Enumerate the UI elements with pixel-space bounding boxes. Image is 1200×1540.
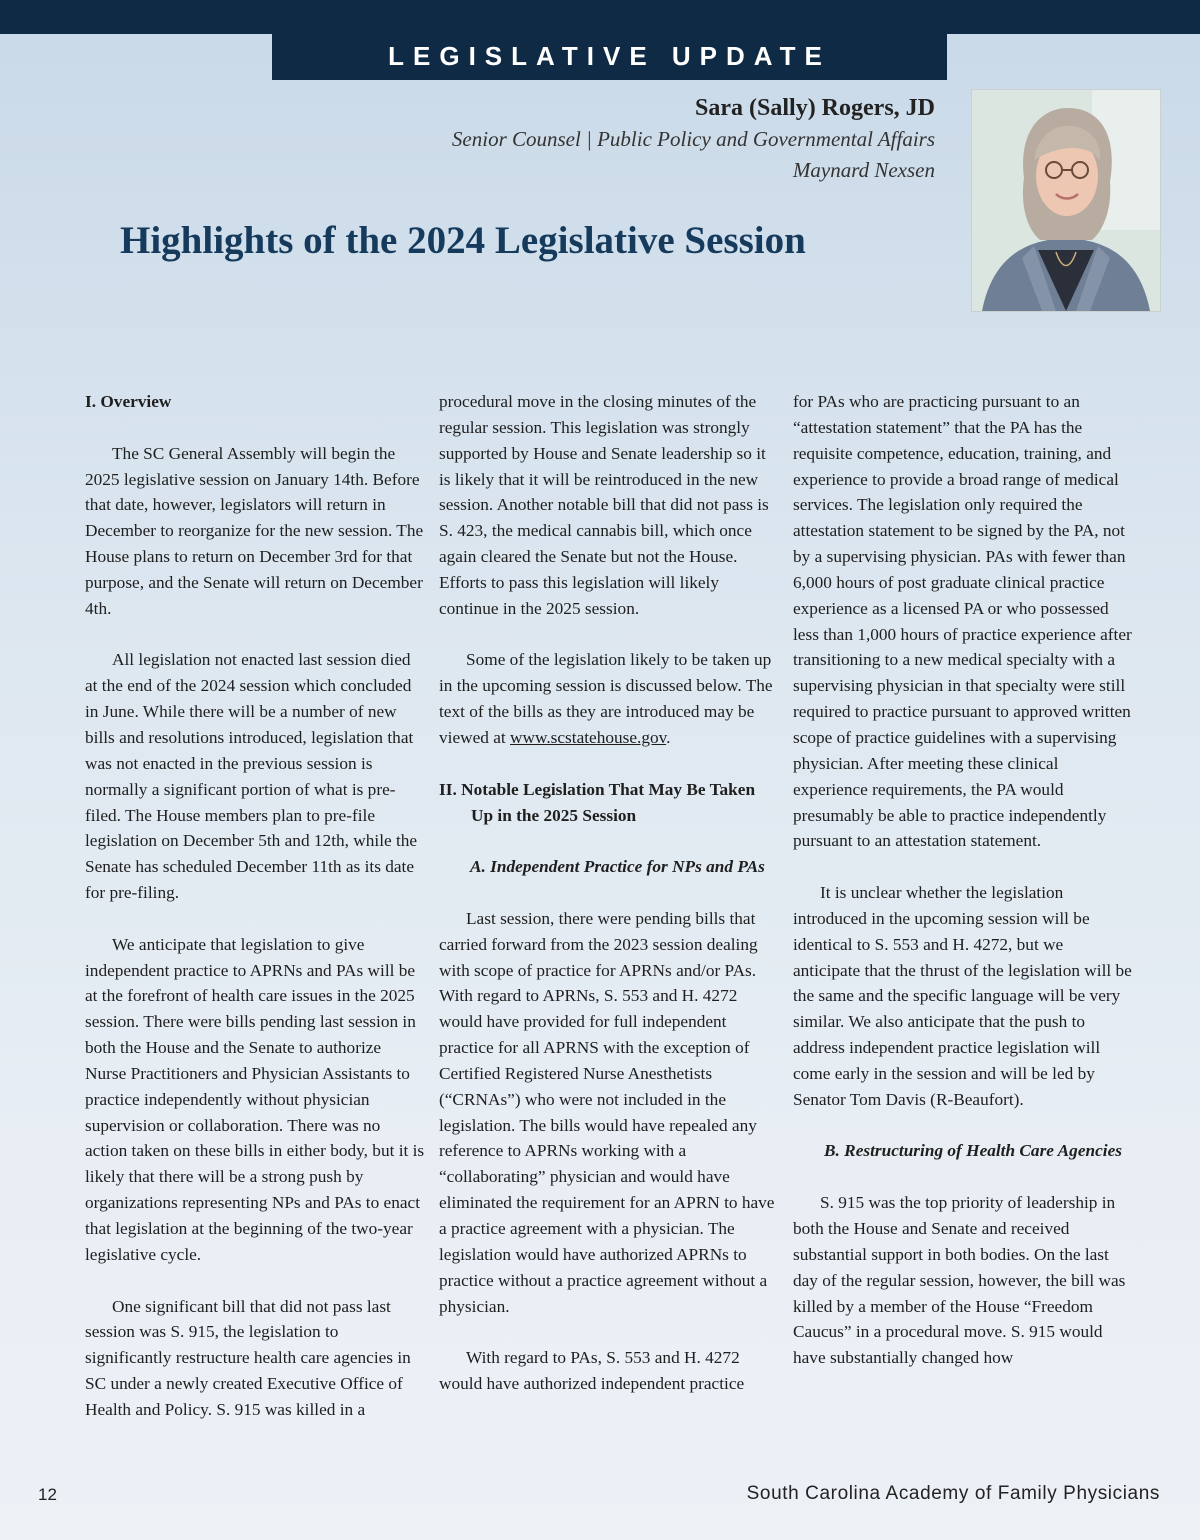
article-column-2: [439, 389, 779, 1397]
paragraph: S. 915 was the top priority of leadership in both the House and Senate and received substantial support in both bodies. On the last day of the regular session, however, the bill was killed by a member of the House “Freedom Caucus” in a procedural move. S. 915 would have substantially changed how: [793, 1193, 1126, 1368]
heading-restructuring: B. Restructuring of Health Care Agencies: [824, 1141, 1122, 1161]
paragraph: One significant bill that did not pass last session was S. 915, the legislation to significantly restructure health care agencies in SC under a newly created Executive Office of Health and Policy. S. 915 was killed in a: [85, 1296, 411, 1419]
top-bar: [0, 0, 1200, 34]
portrait-image: [972, 90, 1160, 311]
paragraph: We anticipate that legislation to give independent practice to APRNs and PAs will be at the forefront of health care issues in the 2025 session. There were bills pending last session in both the House and the Senate to authorize Nurse Practitioners and Physician Assistants to practice independently without physician supervision or collaboration. There was no action taken on these bills in either body, but it is likely that there will be a strong push by organizations representing NPs and PAs to enact that legislation at the beginning of the two-year legislative cycle.: [85, 934, 425, 1264]
article-column-1: [85, 389, 425, 1423]
statehouse-link[interactable]: www.scstatehouse.gov: [510, 727, 667, 747]
heading-independent-practice: A. Independent Practice for NPs and PAs: [470, 857, 765, 877]
article-column-3: [793, 389, 1133, 1371]
author-title: Senior Counsel | Public Policy and Governmental Affairs: [451, 127, 935, 151]
author-firm: Maynard Nexsen: [792, 158, 935, 182]
page-number: 12: [38, 1485, 57, 1504]
paragraph-end: .: [666, 727, 671, 747]
author-photo: [971, 89, 1161, 312]
heading-notable-legislation: II. Notable Legislation That May Be Taken Up in the 2025 Session: [439, 779, 756, 825]
section-banner: LEGISLATIVE UPDATE: [272, 34, 947, 80]
author-block: [452, 92, 935, 186]
paragraph-text: Some of the legislation likely to be taken up in the upcoming session is discussed below. The text of the bills as they are introduced may be viewed at: [439, 650, 773, 747]
paragraph: for PAs who are practicing pursuant to an “attestation statement” that the PA has the requisite competence, education, training, and experience to provide a broad range of medical services. The legislation only required the attestation statement to be signed by the PA, not by a supervising physician. PAs with fewer than 6,000 hours of post graduate clinical practice experience as a licensed PA or who possessed less than 1,000 hours of practice experience after transitioning to a new medical specialty with a supervising physician in that specialty were still required to practice pursuant to approved written scope of practice guidelines with a supervising physician. After meeting these clinical experience requirements, the PA would presumably be able to practice independently pursuant to an attestation statement.: [793, 392, 1132, 851]
paragraph: With regard to PAs, S. 553 and H. 4272 would have authorized independent practice: [439, 1348, 745, 1394]
author-name: Sara (Sally) Rogers, JD: [695, 95, 935, 121]
paragraph: procedural move in the closing minutes of the regular session. This legislation was strongly supported by House and Senate leadership so it is likely that it will be reintroduced in the new session. Another notable bill that did not pass is S. 423, the medical cannabis bill, which once again cleared the Senate but not the House. Efforts to pass this legislation will likely continue in the 2025 session.: [439, 392, 769, 618]
paragraph: The SC General Assembly will begin the 2025 legislative session on January 14th. Before that date, however, legislators will return in December to reorganize for the new session. The House plans to return on December 3rd for that purpose, and the Senate will return on December 4th.: [85, 443, 424, 618]
publication-name: South Carolina Academy of Family Physicians: [746, 1483, 1160, 1504]
paragraph: Last session, there were pending bills that carried forward from the 2023 session dealing with scope of practice for APRNs and/or PAs. With regard to APRNs, S. 553 and H. 4272 would have provided for full independent practice for all APRNS with the exception of Certified Registered Nurse Anesthetists (“CRNAs”) who were not included in the legislation. The bills would have repealed any reference to APRNs working with a “collaborating” physician and would have eliminated the requirement for an APRN to have a practice agreement with a physician. The legislation would have authorized APRNs to practice without a practice agreement without a physician.: [439, 908, 775, 1316]
paragraph: All legislation not enacted last session died at the end of the 2024 session which concluded in June. While there will be a number of new bills and resolutions introduced, legislation that was not enacted in the previous session is normally a significant portion of what is pre-filed. The House members plan to pre-file legislation on December 5th and 12th, while the Senate has scheduled December 11th as its date for pre-filing.: [85, 650, 418, 903]
article-title: Highlights of the 2024 Legislative Session: [120, 219, 806, 262]
heading-overview: I. Overview: [85, 392, 172, 411]
paragraph: [439, 647, 779, 750]
paragraph: It is unclear whether the legislation introduced in the upcoming session will be identical to S. 553 and H. 4272, but we anticipate that the thrust of the legislation will be the same and the specific language will be very similar. We also anticipate that the push to address independent practice legislation will come early in the session and will be led by Senator Tom Davis (R-Beaufort).: [793, 883, 1132, 1109]
